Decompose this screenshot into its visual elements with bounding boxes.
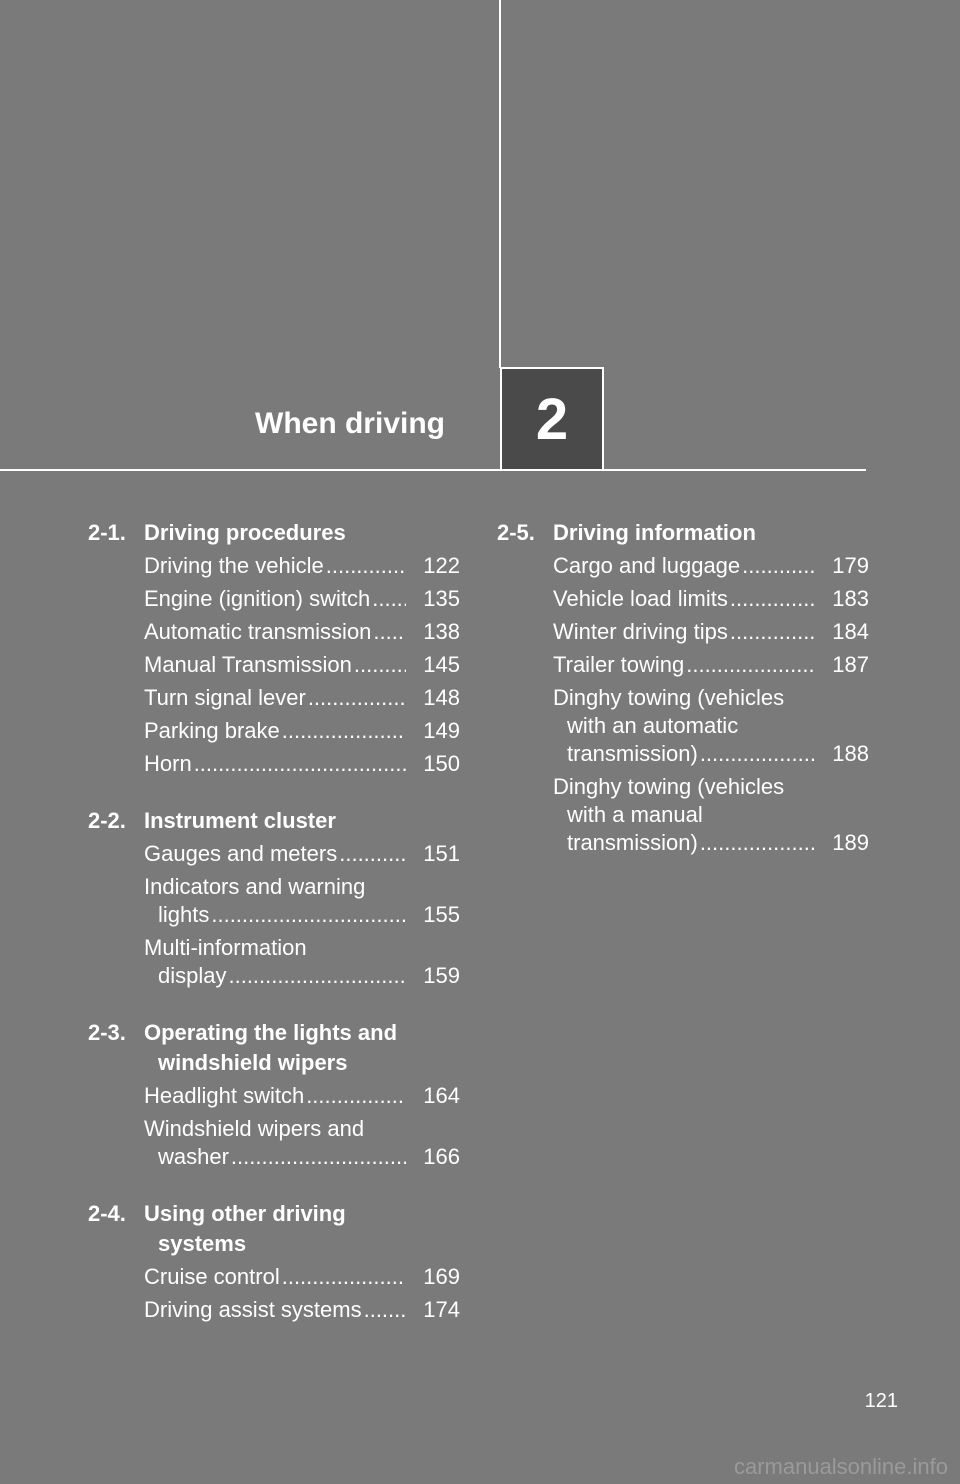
dot-leader [686, 651, 815, 679]
entry-page-number[interactable]: 155 [423, 902, 460, 927]
dot-leader [742, 552, 815, 580]
entry-row[interactable] [144, 651, 460, 679]
entry-page-number[interactable]: 189 [832, 830, 869, 855]
page-number: 121 [864, 1390, 898, 1412]
toc-entry[interactable] [144, 750, 460, 778]
section-number: 2-3. [88, 1020, 126, 1045]
section-title-line: Instrument cluster [144, 808, 336, 833]
dot-leader [306, 1082, 406, 1110]
entry-label[interactable]: Turn signal lever [144, 685, 306, 710]
entry-label-line[interactable]: Dinghy towing (vehicles [553, 774, 785, 799]
dot-leader [354, 651, 406, 679]
dot-leader [339, 840, 406, 868]
entry-label-line[interactable]: Multi-information [144, 935, 307, 960]
dot-leader [211, 901, 406, 929]
section-title [144, 1018, 460, 1078]
entry-page-number[interactable]: 148 [423, 685, 460, 710]
entry-row[interactable] [144, 1263, 460, 1291]
toc-entry[interactable] [144, 1115, 460, 1171]
toc-section [88, 1018, 460, 1171]
toc-entry[interactable] [144, 840, 460, 868]
dot-leader [194, 750, 406, 778]
dot-leader [364, 1296, 406, 1324]
entry-page-number[interactable]: 166 [423, 1144, 460, 1169]
entry-row[interactable] [144, 552, 460, 580]
section-title-line: windshield wipers [158, 1050, 348, 1075]
entry-row[interactable] [144, 1143, 460, 1171]
entry-page-number[interactable]: 150 [423, 751, 460, 776]
entry-label[interactable]: Cargo and luggage [553, 553, 741, 578]
entry-label[interactable]: Headlight switch [144, 1083, 305, 1108]
entry-label-line[interactable]: Windshield wipers and [144, 1116, 365, 1141]
entry-page-number[interactable]: 135 [423, 586, 460, 611]
dot-leader [730, 585, 815, 613]
entry-row[interactable] [144, 717, 460, 745]
entry-page-number[interactable]: 179 [832, 553, 869, 578]
entry-row[interactable] [553, 618, 869, 646]
entry-page-number[interactable]: 184 [832, 619, 869, 644]
section-heading [497, 518, 869, 548]
section-title-line: Driving procedures [144, 520, 346, 545]
entry-label[interactable]: Manual Transmission [144, 652, 352, 677]
entry-label[interactable]: lights [158, 902, 210, 927]
toc-entry[interactable] [553, 618, 869, 646]
dot-leader [326, 552, 406, 580]
toc-entry[interactable] [144, 873, 460, 929]
section-heading [88, 1018, 460, 1078]
entry-row[interactable] [553, 585, 869, 613]
toc-entry[interactable] [553, 684, 869, 768]
entry-row[interactable] [144, 684, 460, 712]
entry-label-line[interactable]: Indicators and warning [144, 874, 366, 899]
section-title-line: Operating the lights and [144, 1020, 398, 1045]
section-number: 2-2. [88, 808, 126, 833]
dot-leader [700, 740, 815, 768]
section-title-line: Driving information [553, 520, 756, 545]
entry-page-number[interactable]: 188 [832, 741, 869, 766]
toc-column-left [88, 518, 460, 1352]
entry-label[interactable]: display [158, 963, 227, 988]
entry-label[interactable]: Winter driving tips [553, 619, 728, 644]
entry-page-number[interactable]: 145 [423, 652, 460, 677]
entry-page-number[interactable]: 164 [423, 1083, 460, 1108]
entry-label[interactable]: Driving assist systems [144, 1297, 362, 1322]
toc-entry[interactable] [144, 1263, 460, 1291]
entry-row[interactable] [553, 829, 869, 857]
entry-label[interactable]: Trailer towing [553, 652, 685, 677]
entry-row[interactable] [553, 651, 869, 679]
dot-leader [730, 618, 815, 646]
toc-column-right [497, 518, 869, 885]
toc-section [88, 806, 460, 990]
toc-entry[interactable] [553, 651, 869, 679]
dot-leader [228, 962, 406, 990]
section-number: 2-1. [88, 520, 126, 545]
toc-entry[interactable] [553, 773, 869, 857]
entry-label[interactable]: washer [158, 1144, 229, 1169]
entry-page-number[interactable]: 138 [423, 619, 460, 644]
toc-entry[interactable] [144, 1082, 460, 1110]
chapter-number-box: 2 [500, 367, 604, 471]
entry-label[interactable]: Gauges and meters [144, 841, 338, 866]
dot-leader [231, 1143, 406, 1171]
entry-page-number[interactable]: 159 [423, 963, 460, 988]
entry-page-number[interactable]: 174 [423, 1297, 460, 1322]
entry-page-number[interactable]: 183 [832, 586, 869, 611]
toc-section [497, 518, 869, 857]
toc-entry[interactable] [144, 585, 460, 613]
entry-page-number[interactable]: 151 [423, 841, 460, 866]
toc-entry[interactable] [553, 585, 869, 613]
chapter-title: When driving [255, 407, 445, 440]
entry-label-line[interactable]: with an automatic [567, 713, 739, 738]
entry-row[interactable] [144, 618, 460, 646]
entry-row[interactable] [144, 1082, 460, 1110]
entry-page-number[interactable]: 169 [423, 1264, 460, 1289]
entry-page-number[interactable]: 122 [423, 553, 460, 578]
toc-entry[interactable] [144, 934, 460, 990]
section-title [144, 806, 460, 836]
section-title-line: systems [158, 1231, 247, 1256]
toc-entry[interactable] [144, 651, 460, 679]
entry-row[interactable] [144, 1296, 460, 1324]
dot-leader [282, 1263, 406, 1291]
entry-label[interactable]: Horn [144, 751, 192, 776]
section-heading [88, 806, 460, 836]
entry-row[interactable] [144, 840, 460, 868]
section-title-line: Using other driving [144, 1201, 346, 1226]
divider-horizontal [0, 469, 866, 471]
dot-leader [700, 829, 815, 857]
entry-label[interactable]: Driving the vehicle [144, 553, 324, 578]
entry-page-number[interactable]: 187 [832, 652, 869, 677]
entry-page-number[interactable]: 149 [423, 718, 460, 743]
entry-label[interactable]: Cruise control [144, 1264, 280, 1289]
entry-label[interactable]: transmission) [567, 741, 698, 766]
entry-label-line[interactable]: with a manual [567, 802, 703, 827]
entry-label[interactable]: Vehicle load limits [553, 586, 728, 611]
entry-label[interactable]: Automatic transmission [144, 619, 372, 644]
toc-entry[interactable] [144, 1296, 460, 1324]
toc-entry[interactable] [144, 717, 460, 745]
section-title [553, 518, 869, 548]
dot-leader [373, 618, 406, 646]
entry-row[interactable] [553, 740, 869, 768]
section-title [144, 1199, 460, 1259]
entry-row[interactable] [144, 585, 460, 613]
watermark: carmanualsonline.info [733, 1454, 948, 1479]
section-heading [88, 518, 460, 548]
entry-row[interactable] [144, 962, 460, 990]
section-number: 2-5. [497, 520, 535, 545]
section-number: 2-4. [88, 1201, 126, 1226]
entry-label[interactable]: Engine (ignition) switch [144, 586, 371, 611]
entry-label-line[interactable]: Dinghy towing (vehicles [553, 685, 785, 710]
entry-row[interactable] [144, 750, 460, 778]
entry-label[interactable]: Parking brake [144, 718, 280, 743]
entry-row[interactable] [144, 901, 460, 929]
entry-row[interactable] [553, 552, 869, 580]
toc-section [88, 518, 460, 778]
entry-label[interactable]: transmission) [567, 830, 698, 855]
toc-section [88, 1199, 460, 1324]
dot-leader [372, 585, 406, 613]
section-heading [88, 1199, 460, 1259]
toc-entry[interactable] [144, 684, 460, 712]
toc-entry[interactable] [144, 618, 460, 646]
dot-leader [308, 684, 406, 712]
section-title [144, 518, 460, 548]
dot-leader [282, 717, 406, 745]
toc-entry[interactable] [144, 552, 460, 580]
toc-entry[interactable] [553, 552, 869, 580]
divider-vertical [499, 0, 501, 368]
